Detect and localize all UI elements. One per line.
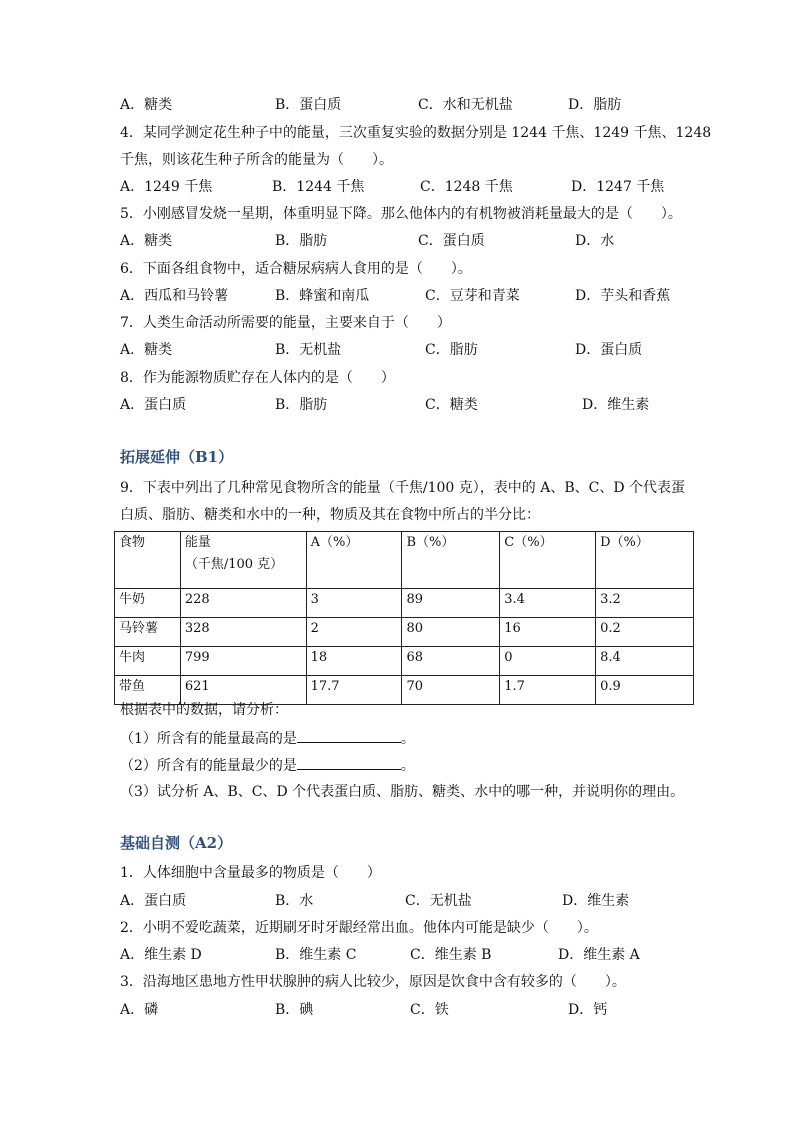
table-header-row [115,532,694,589]
q6-option-a: A．西瓜和马铃薯 [120,288,229,304]
table-header-cell: A（%） [306,532,402,589]
q4-option-a: A．1249 千焦 [120,179,213,195]
table-cell: 带鱼 [115,676,181,705]
q8-question: 8．作为能源物质贮存在人体内的是（ ） [120,370,395,386]
table-cell: 牛奶 [115,589,181,618]
q9-sub2 [120,755,415,775]
table-cell: 328 [180,618,306,647]
q4-question: 4．某同学测定花生种子中的能量，三次重复实验的数据分别是 1244 千焦、1249 千焦、1248 [120,125,712,141]
answer-blank[interactable] [297,728,401,743]
table-cell: 89 [402,589,500,618]
q9-sub1-end: 。 [400,731,415,747]
a2-q3-option-b: B．碘 [275,1002,314,1018]
q9-sub2-text: （2）所含有的能量最少的是 [120,758,297,774]
table-cell: 17.7 [306,676,402,705]
q9-question-cont: 白质、脂肪、糖类和水中的一种，物质及其在食物中所占的半分比： [120,507,540,523]
q3-option-b: B．蛋白质 [275,97,342,113]
section-heading-a2: 基础自测（A2） [120,834,233,852]
q8-option-a: A．蛋白质 [120,397,187,413]
q7-option-b: B．无机盐 [275,342,342,358]
header-energy-unit: （千焦/100 克） [184,557,284,572]
q5-option-b: B．脂肪 [275,233,328,249]
a2-q3-option-d: D．钙 [568,1002,608,1018]
table-cell: 0.2 [596,618,694,647]
table-cell: 1.7 [500,676,596,705]
q9-analysis-prompt: 根据表中的数据，请分析： [120,702,288,718]
q9-sub1-text: （1）所含有的能量最高的是 [120,731,297,747]
table-cell: 80 [402,618,500,647]
table-row [115,647,694,676]
a2-q3-option-a: A．磷 [120,1002,159,1018]
table-cell: 18 [306,647,402,676]
table-cell: 621 [180,676,306,705]
q9-question: 9．下表中列出了几种常见食物所含的能量（千焦/100 克），表中的 A、B、C、D 个代表蛋 [120,480,686,496]
table-cell: 3.4 [500,589,596,618]
a2-q1-option-d: D．维生素 [562,893,630,909]
a2-q3-option-c: C．铁 [410,1002,449,1018]
q6-question: 6．下面各组食物中，适合糖尿病病人食用的是（ ）。 [120,261,472,277]
q4-question-cont: 千焦，则该花生种子所含的能量为（ ）。 [120,152,393,168]
table-header-cell: B（%） [402,532,500,589]
table-header-cell: C（%） [500,532,596,589]
q8-option-c: C．糖类 [425,397,478,413]
table-cell: 16 [500,618,596,647]
table-cell: 799 [180,647,306,676]
q5-option-a: A．糖类 [120,233,173,249]
q5-option-d: D．水 [575,233,615,249]
q9-sub2-end: 。 [400,758,415,774]
table-header-cell: D（%） [596,532,694,589]
a2-q1-option-a: A．蛋白质 [120,893,187,909]
a2-q1-option-b: B．水 [275,893,314,909]
q6-option-b: B．蜂蜜和南瓜 [275,288,370,304]
q7-option-a: A．糖类 [120,342,173,358]
header-energy-label: 能量 [184,535,211,550]
a2-q2-option-a: A．维生素 D [120,947,202,963]
a2-q2-option-b: B．维生素 C [275,947,357,963]
q8-option-b: B．脂肪 [275,397,328,413]
a2-q2-option-d: D．维生素 A [558,947,640,963]
food-energy-table [114,531,694,705]
a2-q1-option-c: C．无机盐 [405,893,472,909]
q4-option-b: B．1244 千焦 [272,179,365,195]
q3-option-a: A．糖类 [120,97,173,113]
q4-option-c: C．1248 千焦 [420,179,513,195]
q4-option-d: D．1247 千焦 [571,179,665,195]
a2-q2-question: 2．小明不爱吃蔬菜，近期刷牙时牙龈经常出血。他体内可能是缺少（ ）。 [120,920,598,936]
table-header-cell: 食物 [115,532,181,589]
table-cell: 2 [306,618,402,647]
table-header-cell [180,532,306,589]
table-cell: 68 [402,647,500,676]
section-heading-b1: 拓展延伸（B1） [120,448,234,466]
table-cell: 3 [306,589,402,618]
q7-question: 7．人类生命活动所需要的能量，主要来自于（ ） [120,315,451,331]
q9-sub3: （3）试分析 A、B、C、D 个代表蛋白质、脂肪、糖类、水中的哪一种，并说明你的理由。 [120,784,685,800]
table-cell: 8.4 [596,647,694,676]
table-cell: 0 [500,647,596,676]
q6-option-d: D．芋头和香蕉 [575,288,671,304]
q6-option-c: C．豆芽和青菜 [425,288,520,304]
q7-option-d: D．蛋白质 [575,342,643,358]
q9-sub1 [120,728,415,748]
a2-q3-question: 3．沿海地区患地方性甲状腺肿的病人比较少，原因是饮食中含有较多的（ ）。 [120,974,626,990]
q3-option-d: D．脂肪 [568,97,622,113]
table-row [115,589,694,618]
table-cell: 0.9 [596,676,694,705]
table-cell: 70 [402,676,500,705]
table-row [115,618,694,647]
a2-q2-option-c: C．维生素 B [410,947,492,963]
a2-q1-question: 1．人体细胞中含量最多的物质是（ ） [120,865,381,881]
table-cell: 228 [180,589,306,618]
answer-blank[interactable] [297,755,401,770]
table-cell: 3.2 [596,589,694,618]
q8-option-d: D．维生素 [582,397,650,413]
q5-option-c: C．蛋白质 [418,233,485,249]
q3-option-c: C．水和无机盐 [418,97,513,113]
q5-question: 5．小刚感冒发烧一星期，体重明显下降。那么他体内的有机物被消耗量最大的是（ ）。 [120,206,682,222]
table-cell: 马铃薯 [115,618,181,647]
q7-option-c: C．脂肪 [425,342,478,358]
table-cell: 牛肉 [115,647,181,676]
